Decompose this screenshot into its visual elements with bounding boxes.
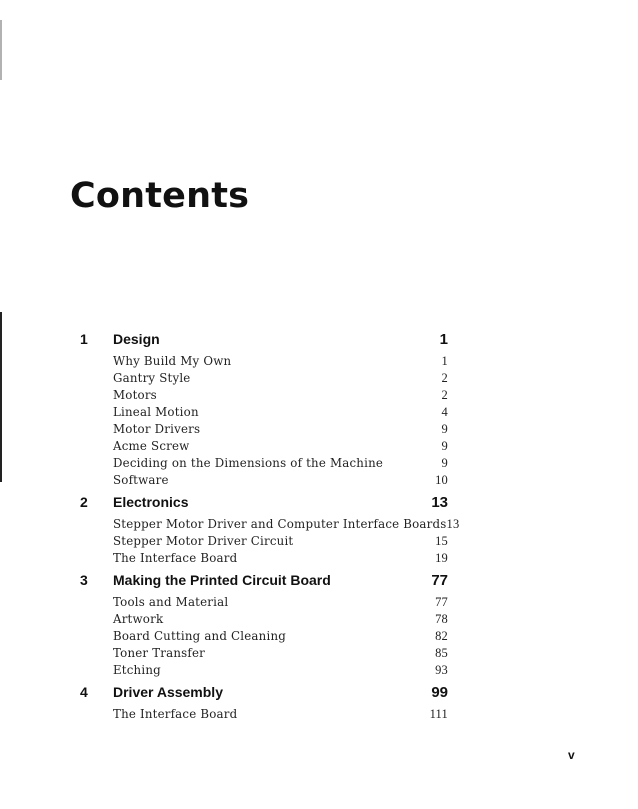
section-list [80, 517, 460, 572]
section-title: Software [113, 473, 169, 487]
section-page-number: 93 [435, 663, 448, 677]
section-entry[interactable] [113, 439, 448, 456]
section-page-number: 15 [435, 534, 448, 548]
section-list [80, 707, 448, 728]
chapter-3 [80, 572, 448, 684]
section-title: Why Build My Own [113, 354, 232, 368]
section-entry[interactable] [113, 612, 448, 629]
section-entry[interactable] [113, 388, 448, 405]
chapter-heading[interactable] [80, 684, 448, 707]
chapter-page-number: 1 [439, 331, 448, 348]
section-title: Motors [113, 388, 157, 402]
scan-edge-line-top [0, 20, 2, 80]
section-title: Board Cutting and Cleaning [113, 629, 286, 643]
chapter-number: 3 [80, 572, 88, 588]
page-folio: v [568, 748, 575, 762]
section-page-number: 85 [435, 646, 448, 660]
section-title: Lineal Motion [113, 405, 199, 419]
section-title: Toner Transfer [113, 646, 206, 660]
section-title: Tools and Material [113, 595, 229, 609]
section-page-number: 2 [441, 371, 448, 385]
chapter-heading[interactable] [80, 331, 448, 354]
chapter-title: Electronics [113, 494, 189, 510]
section-entry[interactable] [113, 534, 448, 551]
section-title: Deciding on the Dimensions of the Machine [113, 456, 384, 470]
chapter-page-number: 77 [431, 572, 448, 589]
section-entry[interactable] [113, 371, 448, 388]
chapter-4 [80, 684, 448, 728]
chapter-1 [80, 331, 448, 494]
chapter-title: Design [113, 331, 160, 347]
scan-edge-line-bottom [0, 312, 2, 482]
section-page-number: 2 [441, 388, 448, 402]
section-entry[interactable] [113, 663, 448, 680]
section-page-number: 13 [446, 517, 460, 531]
section-page-number: 77 [435, 595, 448, 609]
chapter-number: 4 [80, 684, 88, 700]
section-title: Gantry Style [113, 371, 191, 385]
chapter-heading[interactable] [80, 494, 448, 517]
section-page-number: 4 [441, 405, 448, 419]
section-entry[interactable] [113, 422, 448, 439]
section-title: Stepper Motor Driver Circuit [113, 534, 294, 548]
section-entry[interactable] [113, 473, 448, 490]
section-page-number: 9 [441, 422, 448, 436]
section-entry[interactable] [113, 405, 448, 422]
page-title: Contents [70, 176, 250, 216]
chapter-title: Driver Assembly [113, 684, 223, 700]
chapter-page-number: 99 [431, 684, 448, 701]
section-entry[interactable] [113, 517, 460, 534]
section-entry[interactable] [113, 354, 448, 371]
section-page-number: 9 [441, 456, 448, 470]
chapter-number: 2 [80, 494, 88, 510]
table-of-contents [80, 331, 460, 728]
section-title: Motor Drivers [113, 422, 201, 436]
section-title: The Interface Board [113, 551, 238, 565]
section-page-number: 1 [441, 354, 448, 368]
section-title: Etching [113, 663, 161, 677]
chapter-heading[interactable] [80, 572, 448, 595]
section-page-number: 78 [435, 612, 448, 626]
section-list [80, 354, 448, 494]
section-entry[interactable] [113, 646, 448, 663]
section-entry[interactable] [113, 629, 448, 646]
chapter-page-number: 13 [431, 494, 448, 511]
section-page-number: 82 [435, 629, 448, 643]
section-page-number: 111 [429, 707, 448, 721]
section-page-number: 10 [435, 473, 448, 487]
chapter-2 [80, 494, 460, 572]
section-page-number: 19 [435, 551, 448, 565]
section-entry[interactable] [113, 551, 448, 568]
chapter-number: 1 [80, 331, 88, 347]
section-list [80, 595, 448, 684]
section-entry[interactable] [113, 595, 448, 612]
section-title: Acme Screw [113, 439, 190, 453]
section-title: Stepper Motor Driver and Computer Interface Boards [113, 517, 447, 531]
section-entry[interactable] [113, 707, 448, 724]
section-page-number: 9 [441, 439, 448, 453]
section-entry[interactable] [113, 456, 448, 473]
chapter-title: Making the Printed Circuit Board [113, 572, 331, 588]
section-title: The Interface Board [113, 707, 238, 721]
section-title: Artwork [113, 612, 164, 626]
